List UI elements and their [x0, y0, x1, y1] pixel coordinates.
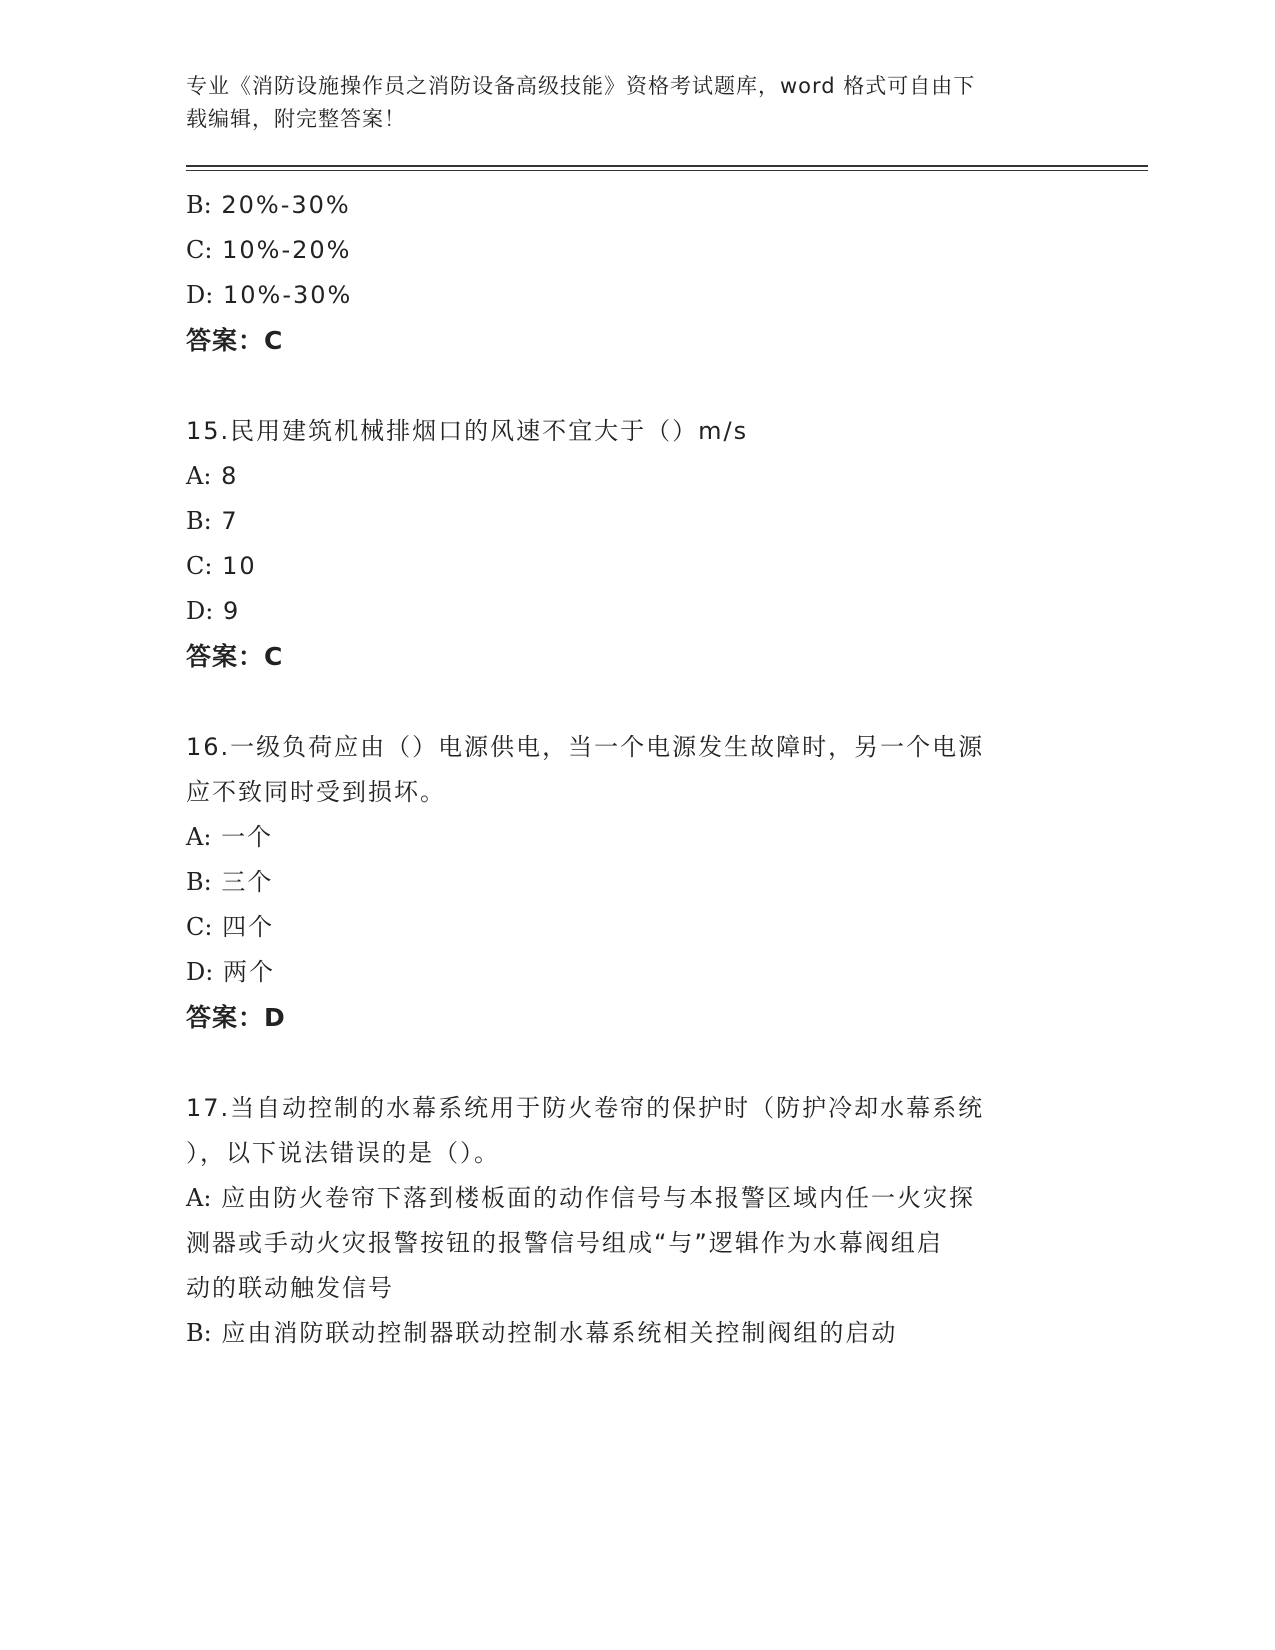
option-c: C: 10%-20%	[186, 236, 352, 264]
option-d: D: 9	[186, 597, 241, 625]
option-a-line-3: 动的联动触发信号	[186, 1274, 394, 1302]
question-16	[186, 725, 1148, 1040]
option-a: A: 8	[186, 462, 239, 490]
document-page	[186, 70, 1148, 1356]
header-line-2: 载编辑，附完整答案！	[186, 107, 406, 131]
option-a-line-2: 测器或手动火灾报警按钮的报警信号组成“与”逻辑作为水幕阀组启	[186, 1229, 943, 1257]
question-stem-line-1: 17.当自动控制的水幕系统用于防火卷帘的保护时（防护冷却水幕系统	[186, 1094, 985, 1122]
question-stem-line-2: ），以下说法错误的是（）。	[186, 1139, 500, 1167]
document-header	[186, 70, 1056, 136]
spacer	[186, 679, 1148, 725]
answer: 答案：D	[186, 1003, 286, 1032]
option-b: B: 20%-30%	[186, 191, 351, 219]
header-line-1: 专业《消防设施操作员之消防设备高级技能》资格考试题库，word 格式可自由下	[186, 74, 976, 98]
question-15	[186, 409, 1148, 679]
option-b: B: 应由消防联动控制器联动控制水幕系统相关控制阀组的启动	[186, 1319, 898, 1347]
option-b: B: 三个	[186, 868, 274, 896]
option-a-line-1: A: 应由防火卷帘下落到楼板面的动作信号与本报警区域内任一火灾探	[186, 1184, 976, 1212]
option-c: C: 10	[186, 552, 257, 580]
question-list	[186, 183, 1148, 1356]
question-14-continuation	[186, 183, 1148, 363]
spacer	[186, 1040, 1148, 1086]
answer: 答案：C	[186, 326, 284, 355]
question-17	[186, 1086, 1148, 1356]
spacer	[186, 363, 1148, 409]
header-divider	[186, 165, 1148, 171]
option-d: D: 两个	[186, 958, 275, 986]
option-d: D: 10%-30%	[186, 281, 353, 309]
question-stem-line-2: 应不致同时受到损坏。	[186, 778, 446, 806]
option-c: C: 四个	[186, 913, 275, 941]
option-b: B: 7	[186, 507, 239, 535]
question-stem: 15.民用建筑机械排烟口的风速不宜大于（）m/s	[186, 417, 749, 445]
option-a: A: 一个	[186, 823, 274, 851]
question-stem-line-1: 16.一级负荷应由（）电源供电，当一个电源发生故障时，另一个电源	[186, 733, 985, 761]
answer: 答案：C	[186, 642, 284, 671]
